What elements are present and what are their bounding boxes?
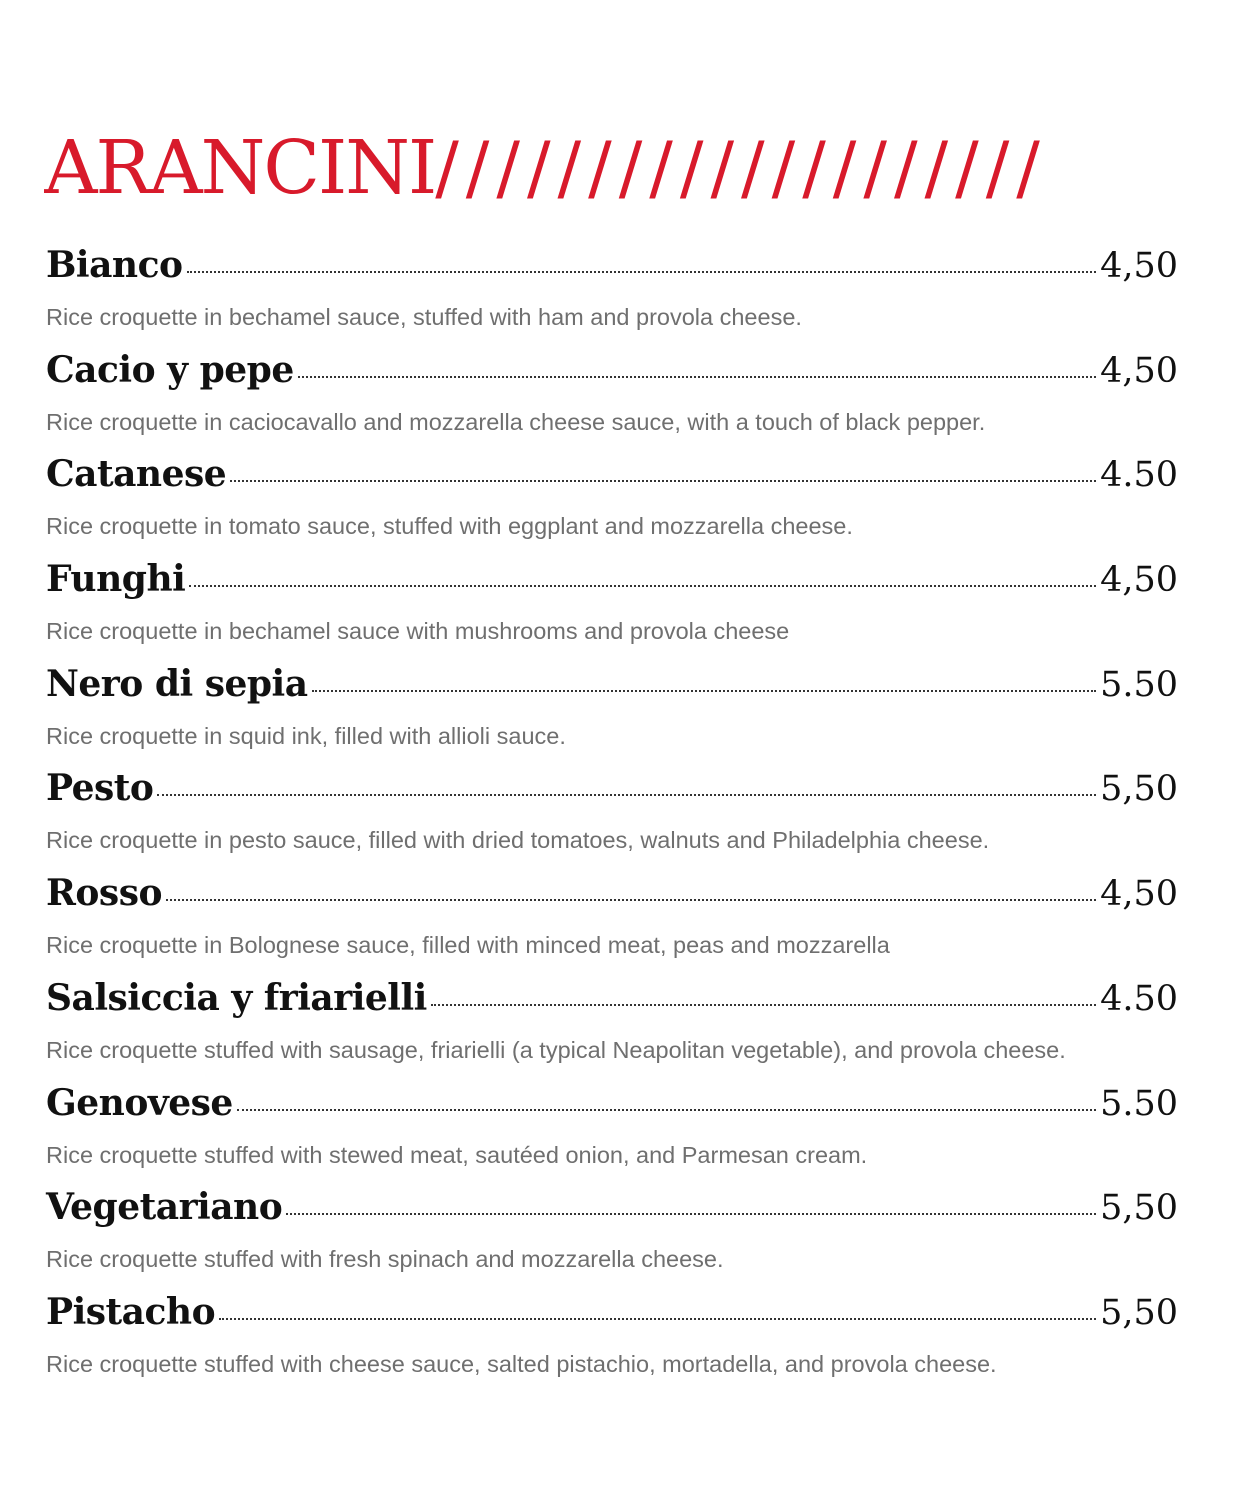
menu-item-price: 5,50 (1100, 1188, 1178, 1229)
title-slash-decoration: //////////////////// (435, 127, 1047, 209)
menu-item-description: Rice croquette in pesto sauce, filled with dried tomatoes, walnuts and Philadelphia cheese. (46, 827, 990, 854)
dotted-leader (431, 1004, 1096, 1006)
menu-item-price: 5,50 (1100, 769, 1178, 810)
menu-item (46, 1186, 1178, 1291)
menu-item (46, 663, 1178, 768)
dotted-leader (157, 794, 1096, 796)
menu-item-name: Genovese (46, 1081, 233, 1124)
menu-item-price: 4.50 (1100, 455, 1178, 496)
menu-item-name: Salsiccia y friarielli (46, 976, 427, 1019)
menu-item-price: 4,50 (1100, 350, 1178, 391)
menu-item-description: Rice croquette stuffed with stewed meat, sautéed onion, and Parmesan cream. (46, 1141, 868, 1168)
dotted-leader (187, 271, 1097, 273)
menu-item-description: Rice croquette in caciocavallo and mozzarella cheese sauce, with a touch of black pepper. (46, 408, 986, 435)
menu-item-name: Vegetariano (46, 1186, 283, 1229)
menu-item (46, 349, 1178, 454)
menu-item-header (46, 1082, 1178, 1138)
menu-item-price: 4,50 (1100, 874, 1178, 915)
menu-items-list (46, 244, 1178, 1396)
menu-item (46, 1291, 1178, 1396)
menu-item (46, 977, 1178, 1082)
menu-item-description: Rice croquette in Bolognese sauce, filled with minced meat, peas and mozzarella (46, 932, 890, 959)
menu-item-header (46, 453, 1178, 509)
menu-item-header (46, 349, 1178, 405)
menu-item-price: 5.50 (1100, 664, 1178, 705)
menu-item (46, 767, 1178, 872)
menu-item-name: Catanese (46, 453, 227, 496)
menu-item-description: Rice croquette in bechamel sauce with mushrooms and provola cheese (46, 618, 790, 645)
dotted-leader (230, 480, 1096, 482)
menu-item (46, 453, 1178, 558)
menu-item (46, 1082, 1178, 1187)
menu-item-header (46, 663, 1178, 719)
menu-item-header (46, 1291, 1178, 1347)
dotted-leader (237, 1109, 1096, 1111)
menu-item-description: Rice croquette in bechamel sauce, stuffed with ham and provola cheese. (46, 304, 802, 330)
menu-item-header (46, 767, 1178, 823)
menu-item-description: Rice croquette in squid ink, filled with allioli sauce. (46, 722, 566, 749)
menu-item-name: Pesto (46, 767, 154, 810)
dotted-leader (189, 585, 1096, 587)
section-header (44, 118, 1184, 218)
menu-item-price: 4,50 (1100, 560, 1178, 601)
dotted-leader (298, 376, 1096, 378)
section-title: ARANCINI (44, 125, 436, 211)
menu-item-name: Pistacho (46, 1290, 216, 1333)
menu-item-header (46, 1186, 1178, 1242)
menu-item-description: Rice croquette in tomato sauce, stuffed with eggplant and mozzarella cheese. (46, 513, 853, 540)
menu-item-price: 5,50 (1100, 1292, 1178, 1333)
menu-item-header (46, 244, 1178, 300)
menu-item-name: Funghi (46, 558, 186, 601)
menu-item (46, 872, 1178, 977)
dotted-leader (219, 1318, 1096, 1320)
menu-item-header (46, 558, 1178, 614)
dotted-leader (312, 690, 1097, 692)
menu-item-price: 4,50 (1100, 246, 1178, 286)
menu-item-name: Cacio y pepe (46, 348, 294, 391)
menu-item-name: Nero di sepia (46, 662, 308, 705)
menu-item-price: 4.50 (1100, 978, 1178, 1019)
dotted-leader (166, 899, 1096, 901)
menu-item-description: Rice croquette stuffed with sausage, friarielli (a typical Neapolitan vegetable), and provola cheese. (46, 1036, 1066, 1063)
menu-item-description: Rice croquette stuffed with cheese sauce, salted pistachio, mortadella, and provola cheese. (46, 1350, 997, 1377)
menu-item (46, 244, 1178, 349)
menu-item-header (46, 977, 1178, 1033)
menu-item-name: Rosso (46, 872, 162, 915)
menu-item-price: 5.50 (1100, 1083, 1178, 1124)
menu-item-description: Rice croquette stuffed with fresh spinach and mozzarella cheese. (46, 1246, 724, 1273)
menu-item-name: Bianco (46, 244, 183, 286)
menu-item (46, 558, 1178, 663)
dotted-leader (286, 1213, 1096, 1215)
menu-item-header (46, 872, 1178, 928)
